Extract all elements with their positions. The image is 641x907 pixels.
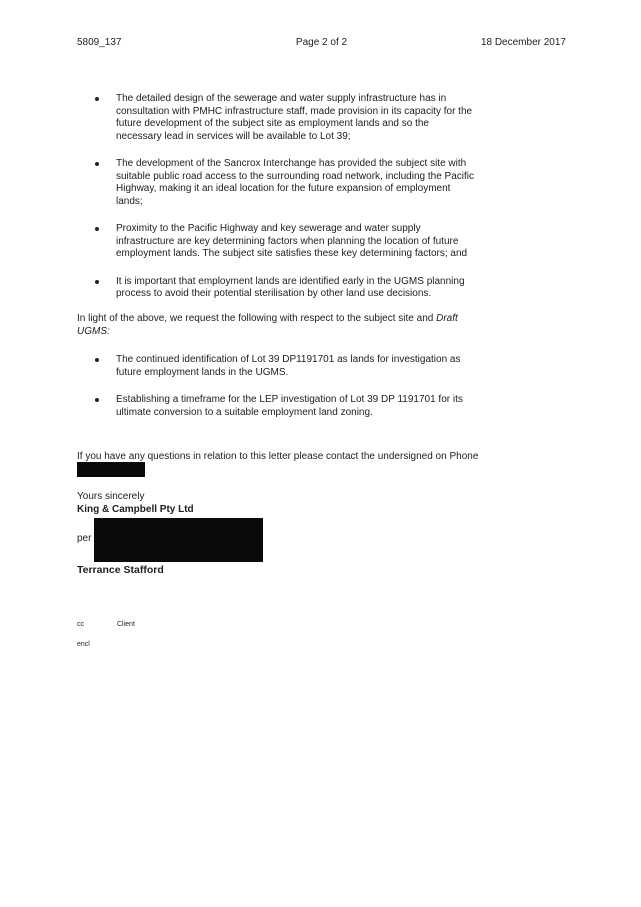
list-item: The detailed design of the sewerage and water supply infrastructure has in consultation with PMHC infrastructure staff, made provision in its capacity for the future development of the subject site as employment lands and so the necessary lead in services will be available to Lot 39; xyxy=(77,93,477,143)
cc-label: cc xyxy=(77,621,84,628)
list-item: Establishing a timeframe for the LEP investigation of Lot 39 DP 1191701 for its ultimate conversion to a suitable employment land zoning. xyxy=(77,394,477,419)
request-intro-paragraph xyxy=(77,313,477,338)
closing-salutation: Yours sincerely xyxy=(77,491,145,502)
list-item: The continued identification of Lot 39 DP1191701 as lands for investigation as future employment lands in the UGMS. xyxy=(77,354,477,379)
list-item: Proximity to the Pacific Highway and key sewerage and water supply infrastructure are key determining factors when planning the location of future employment lands. The subject site satisfies these key determining factors; and xyxy=(77,223,477,261)
document-reference: 5809_137 xyxy=(77,37,122,48)
letter-date: 18 December 2017 xyxy=(480,37,566,48)
request-intro-text: In light of the above, we request the following with respect to the subject site and xyxy=(77,313,437,324)
cc-value: Client xyxy=(117,621,135,628)
enclosure-label: encl xyxy=(77,641,90,648)
request-intro-italic: Draft UGMS: xyxy=(77,313,458,337)
page-header xyxy=(77,37,566,51)
requests-list xyxy=(77,354,477,434)
list-item: It is important that employment lands are identified early in the UGMS planning process to avoid their potential sterilisation by other land use decisions. xyxy=(77,276,477,301)
redacted-phone xyxy=(77,462,145,477)
redacted-signature xyxy=(94,518,263,562)
key-factors-list xyxy=(77,93,477,316)
list-item: The development of the Sancrox Interchange has provided the subject site with suitable public road access to the surrounding road network, including the Pacific Highway, making it an ideal location for the future expansion of employment lands; xyxy=(77,158,477,208)
per-label: per xyxy=(77,533,92,544)
page-number: Page 2 of 2 xyxy=(295,37,348,48)
contact-paragraph: If you have any questions in relation to this letter please contact the undersigned on Phone xyxy=(77,451,479,462)
company-name: King & Campbell Pty Ltd xyxy=(77,504,194,515)
signatory-name: Terrance Stafford xyxy=(77,564,164,576)
